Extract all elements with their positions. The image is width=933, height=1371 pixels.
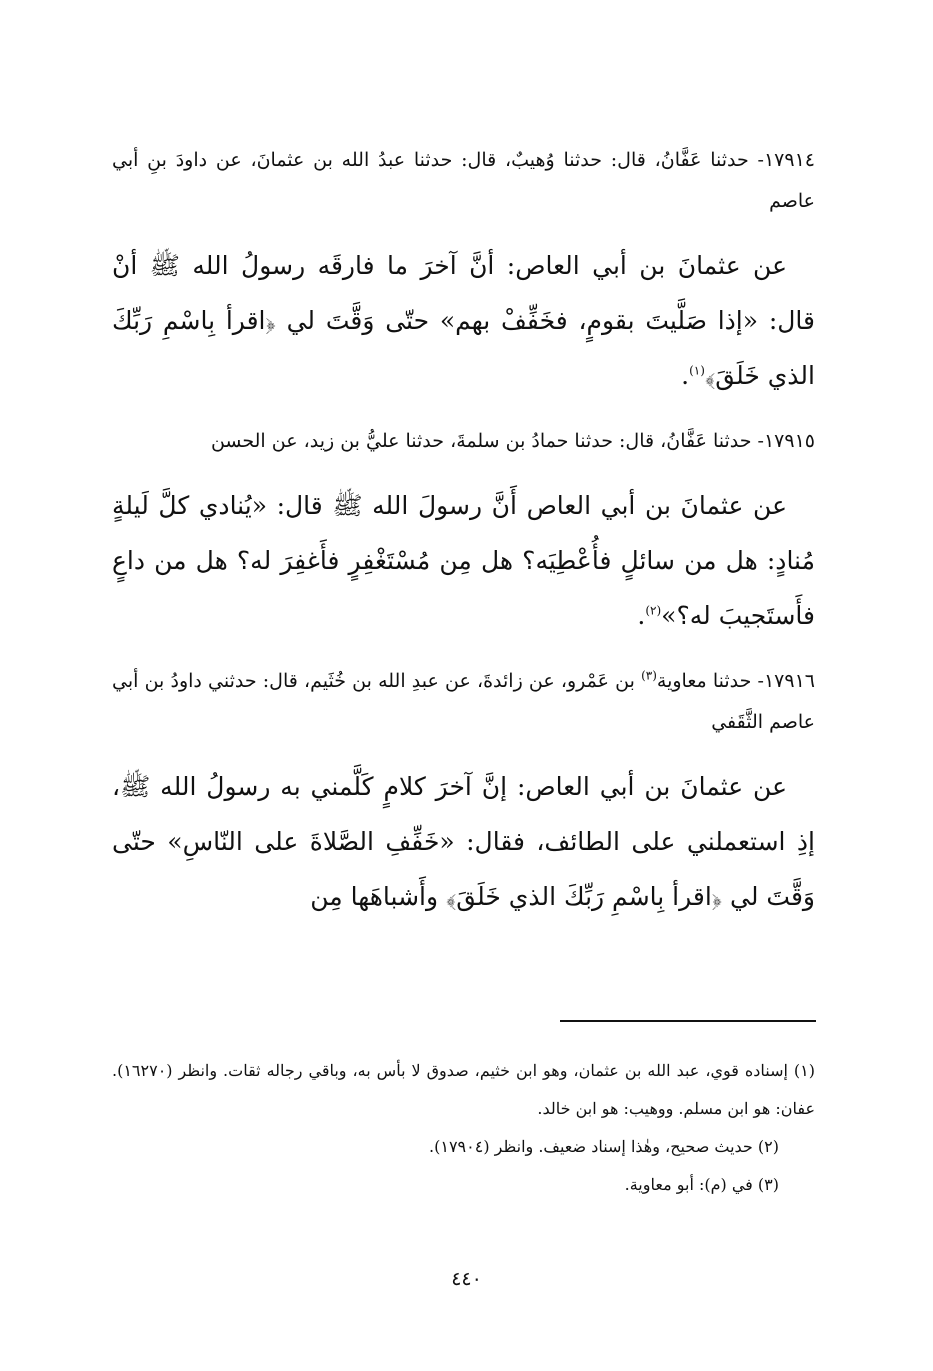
hadith-chain-17916 [112, 661, 815, 743]
chain-part: بن عَمْرو، عن زائدةَ، عن عبدِ الله بن خُثَيم، قال: حدثني داودُ بن أبي عاصم الثَّقَفي [112, 670, 815, 733]
footnote-ref: (٣) [641, 668, 657, 683]
sentence-end: . [637, 601, 646, 630]
footnote-2: (٢) حديث صحيح، وهٰذا إسناد ضعيف. وانظر (١٧٩٠٤). [429, 1137, 779, 1156]
hadith-body: عن عثمانَ بن أبي العاص: أنَّ آخرَ ما فارقَه رسولُ الله ﷺ أنْ قال: «إذا صَلَّيتَ بقومٍ، فخَفِّفْ بهم» حتّى وَقَّتَ لي ﴿اقرأ بِاسْمِ رَبِّكَ الذي خَلَقَ﴾ [112, 251, 815, 390]
page-number: ٤٤٠ [451, 1268, 482, 1290]
sentence-end: . [681, 361, 690, 390]
hadith-body: عن عثمانَ بن أبي العاص أَنَّ رسولَ الله ﷺ قال: «يُنادي كلَّ لَيلةٍ مُنادٍ: هل من سائلٍ فأُعْطِيَه؟ هل مِن مُسْتَغْفِرٍ فأَغفِرَ له؟ هل من داعٍ فأَستَجيبَ له؟» [112, 491, 815, 630]
hadith-chain-17915: ١٧٩١٥- حدثنا عَفَّانُ، قال: حدثنا حمادُ بن سلمةَ، حدثنا عليُّ بن زيد، عن الحسن [210, 430, 815, 452]
footnote-ref: (٢) [645, 603, 662, 618]
hadith-text-17916: عن عثمانَ بن أبي العاص: إنَّ آخرَ كلامٍ كَلَّمني به رسولُ الله ﷺ، إذِ استعملني على الطائف، فقال: «خَفِّفِ الصَّلاةَ على النّاسِ» حتّى وَقَّتَ لي ﴿اقرأ بِاسْمِ رَبِّكَ الذي خَلَقَ﴾ وأَشباهَها مِن [112, 772, 815, 911]
hadith-text-17915 [112, 478, 815, 643]
hadith-text-17914 [112, 238, 815, 403]
footnote-3: (٣) في (م): أبو معاوية. [624, 1175, 779, 1194]
chain-part: ١٧٩١٦- حدثنا معاوية [656, 670, 815, 692]
hadith-chain-17914: ١٧٩١٤- حدثنا عَفَّانُ، قال: حدثنا وُهيبٌ، قال: حدثنا عبدُ الله بن عثمانَ، عن داودَ بنِ أبي عاصم [112, 149, 815, 212]
footnote-1: (١) إسناده قوي، عبد الله بن عثمان، وهو ابن خثيم، صدوق لا بأس به، وباقي رجاله ثقات. وانظر (١٦٢٧٠). عفان: هو ابن مسلم. ووهيب: هو ابن خالد. [112, 1061, 815, 1118]
footnote-ref: (١) [689, 363, 705, 378]
main-text [112, 140, 815, 942]
footnotes [112, 1052, 815, 1204]
footnote-divider [560, 1020, 816, 1022]
